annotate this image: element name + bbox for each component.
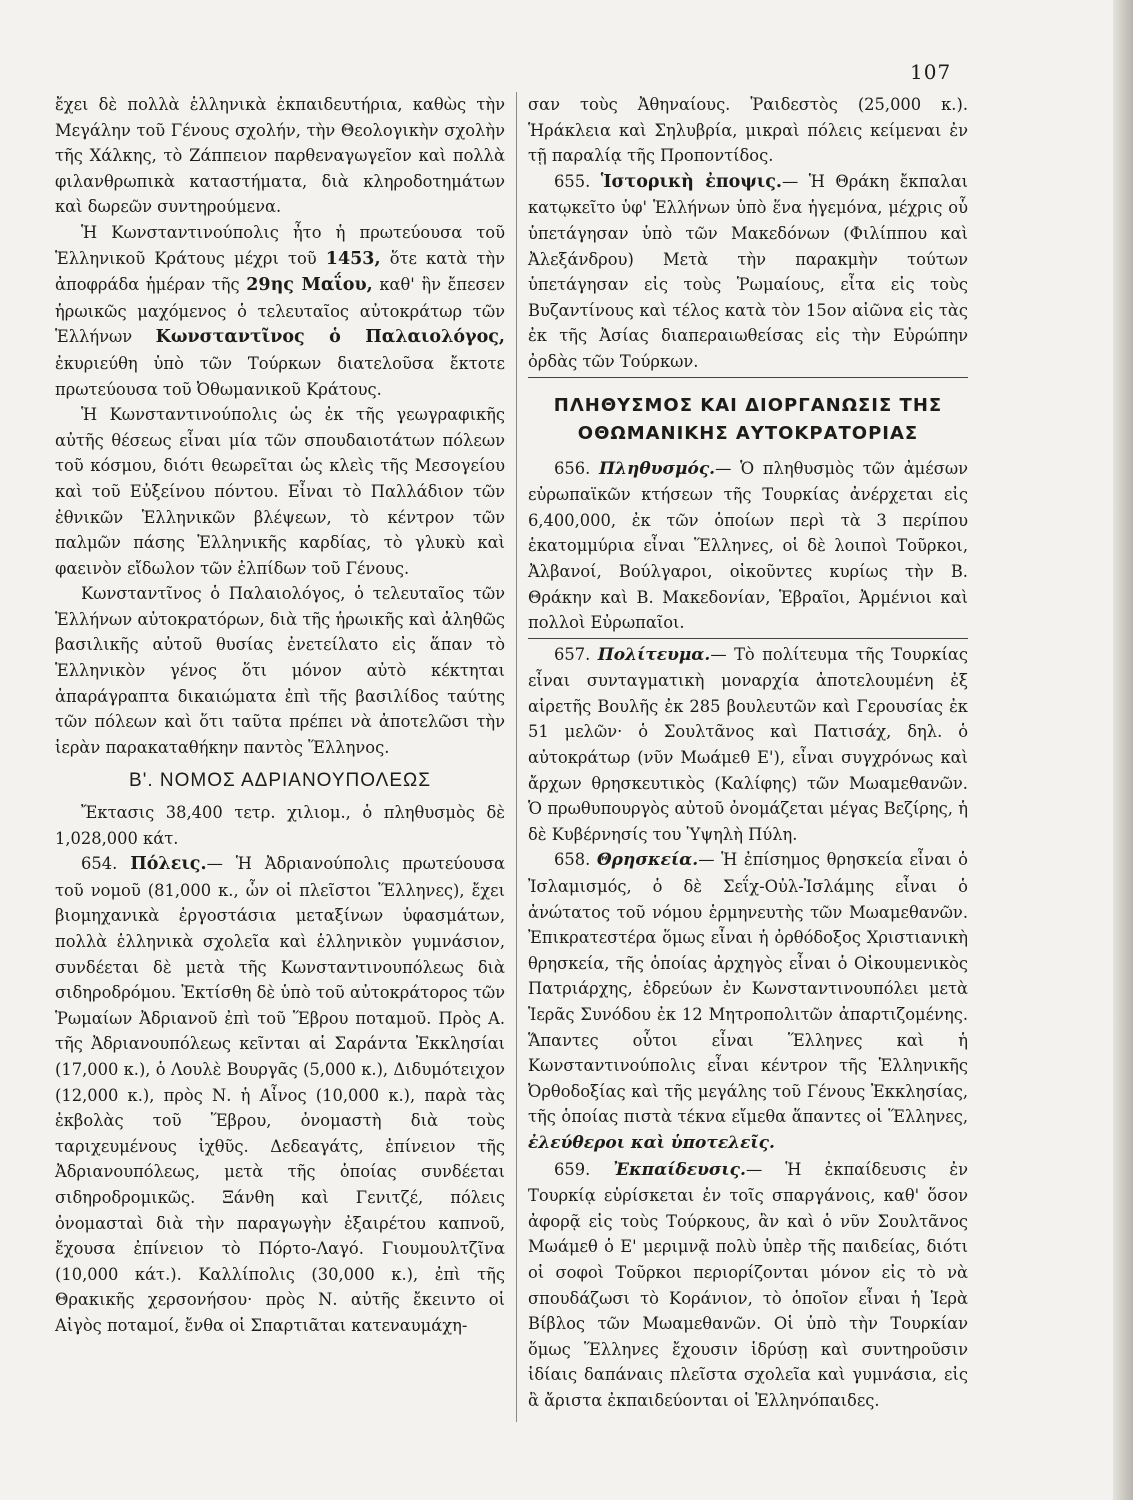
column-divider bbox=[516, 92, 517, 1422]
paragraph-number: 658. bbox=[554, 850, 591, 870]
paragraph-654 bbox=[55, 851, 505, 1338]
text: ἐκυριεύθη ὑπὸ τῶν Τούρκων διατελοῦσα ἔκτοτε πρωτεύουσα τοῦ Ὀθωμανικοῦ Κράτους. bbox=[55, 353, 505, 399]
paragraph-continuation: σαν τοὺς Ἀθηναίους. Ῥαιδεστὸς (25,000 κ.). Ἡράκλεια καὶ Σηλυβρία, μικραὶ πόλεις κείμεναι ἐν τῇ παραλίᾳ τῆς Προποντίδος. bbox=[528, 95, 968, 166]
text: ὅτε κατὰ τὴν ἀποφράδα ἡμέραν τῆς bbox=[55, 248, 505, 295]
paragraph-text: — Ἡ Ἀδριανούπολις πρωτεύουσα τοῦ νομοῦ (81,000 κ., ὧν οἱ πλεῖστοι Ἕλληνες), ἔχει βιομηχανικὰ ἐργοστάσια μεταξίνων ὑφασμάτων, πολλὰ ἑλληνικὰ σχολεῖα καὶ ἑλληνικὸν γυμνάσιον, συνδέεται δὲ μετὰ τῆς Κωνσταντινουπόλεως διὰ σιδηροδρόμου. Ἐκτίσθη δὲ ὑπὸ τοῦ αὐτοκράτορος τῶν Ῥωμαίων Ἀδριανοῦ ἐπὶ τοῦ Ἕβρου ποταμοῦ. Πρὸς Α. τῆς Ἀδριανουπόλεως κεῖνται αἱ Σαράντα Ἐκκλησίαι (17,000 κ.), ὁ Λουλὲ Βουργᾶς (5,000 κ.), Διδυμότειχον (12,000 κ.), πρὸς Ν. ἡ Αἶνος (10,000 κ.), παρὰ τὰς ἐκβολὰς τοῦ Ἕβρου, ὀνομαστὴ διὰ τοὺς ταριχευμένους ἰχθῦς. Δεδεαγάτς, ἐπίνειον τῆς Ἀδριανουπόλεως, μετὰ τῆς ὁποίας συνδέεται σιδηροδρομικῶς. Ξάνθη καὶ Γενιτζέ, πόλεις ὀνομασταὶ διὰ τὴν παραγωγὴν ἐξαιρέτου καπνοῦ, ἔχουσα ἐπίνειον τὸ Πόρτο-Λαγό. Γιουμουλτζῖνα (10,000 κάτ.). Καλλίπολις (30,000 κ.), ἐπὶ τῆς Θρακικῆς χερσονήσου· πρὸς Ν. αὐτῆς ἔκειντο οἱ Αἰγὸς ποταμοί, ἔνθα οἱ Σπαρτιᾶται κατεναυμάχη- bbox=[55, 854, 505, 1335]
paragraph-number: 656. bbox=[554, 458, 591, 478]
paragraph-text: — Ἡ ἐπίσημος θρησκεία εἶναι ὁ Ἰσλαμισμός, ὁ δὲ Σεΐχ-Οὐλ-Ἰσλάμης εἶναι ὁ ἀνώτατος τοῦ νόμου ἑρμηνευτὴς τῶν Μωαμεθανῶν. Ἐπικρατεστέρα ὅμως εἶναι ἡ ὀρθόδοξος Χριστιανικὴ θρησκεία, τῆς ὁποίας ἀρχηγὸς εἶναι ὁ Οἰκουμενικὸς Πατριάρχης, ἑδρεύων ἐν Κωνσταντινουπόλει μετὰ Ἱερᾶς Συνόδου ἐκ 12 Μητροπολιτῶν ἀπαρτιζομένης. Ἅπαντες οὗτοι εἶναι Ἕλληνες καὶ ἡ Κωνσταντινούπολις εἶναι κέντρον τῆς Ἑλληνικῆς Ὀρθοδοξίας καὶ τῆς μεγάλης τοῦ Γένους Ἐκκλησίας, τῆς ὁποίας πιστὰ τέκνα εἴμεθα ἅπαντες οἱ Ἕλληνες, bbox=[528, 850, 968, 1127]
paragraph-title: Ἱστορικὴ ἐποψις. bbox=[600, 171, 783, 192]
page-number: 107 bbox=[910, 60, 952, 84]
paragraph-text: — Ὁ πληθυσμὸς τῶν ἀμέσων εὐρωπαϊκῶν κτήσεων τῆς Τουρκίας ἀνέρχεται εἰς 6,400,000, ἐκ τῶν ὁποίων περὶ τὰ 3 περίπου ἑκατομμύρια εἶναι Ἕλληνες, οἱ δὲ λοιποὶ Τοῦρκοι, Ἀλβανοί, Βούλγαροι, οἰκοῦντες κυρίως τὴν Β. Θράκην καὶ Β. Μακεδονίαν, Ἑβραῖοι, Ἀρμένιοι καὶ πολλοὶ Εὐρωπαῖοι. bbox=[528, 458, 968, 633]
paragraph-title: Ἐκπαίδευσις. bbox=[613, 1159, 746, 1180]
paragraph-title: Θρησκεία. bbox=[596, 850, 699, 871]
page-edge bbox=[1113, 0, 1133, 1500]
paragraph-659 bbox=[528, 1157, 968, 1414]
emphasis-free-and-subject: ἐλεύθεροι καὶ ὑποτελεῖς. bbox=[528, 1132, 775, 1153]
paragraph-number: 657. bbox=[554, 644, 591, 664]
date-29-may: 29ης Μαΐου, bbox=[246, 275, 373, 296]
left-column bbox=[55, 92, 505, 1339]
paragraph-number: 655. bbox=[554, 171, 591, 191]
paragraph-655 bbox=[528, 169, 968, 375]
paragraph-geography: Ἡ Κωνσταντινούπολις ὡς ἐκ τῆς γεωγραφικῆς αὐτῆς θέσεως εἶναι μία τῶν σπουδαιοτάτων πόλεων τοῦ κόσμου, διότι θεωρεῖται ὡς κλεὶς τῆς Μεσογείου καὶ τοῦ Εὐξείνου πόντου. Εἶναι τὸ Παλλάδιον τῶν ἐθνικῶν Ἑλληνικῶν βλέψεων, τὸ κέντρον τῶν παλμῶν πάσης Ἑλληνικῆς καρδίας, τὸ γλυκὺ καὶ φαεινὸν εἴδωλον τῶν ἐλπίδων τοῦ Γένους. bbox=[55, 405, 505, 578]
paragraph-656 bbox=[528, 456, 968, 636]
paragraph-658 bbox=[528, 847, 968, 1156]
right-column bbox=[528, 92, 968, 1414]
paragraph-title: Πόλεις. bbox=[130, 854, 207, 875]
emperor-name: Κωνσταντῖνος ὁ Παλαιολόγος, bbox=[155, 327, 505, 348]
paragraph-657 bbox=[528, 642, 968, 848]
paragraph-number: 659. bbox=[554, 1159, 591, 1179]
paragraph-text: — Ἡ ἐκπαίδευσις ἐν Τουρκίᾳ εὑρίσκεται ἐν τοῖς σπαργάνοις, καθ' ὅσον ἀφορᾷ εἰς τοὺς Τούρκους, ἂν καὶ ὁ νῦν Σουλτᾶνος Μωάμεθ ὁ Ε' μεριμνᾷ πολὺ ὑπὲρ τῆς παιδείας, διότι οἱ σοφοὶ Τοῦρκοι περιορίζονται μόνον εἰς τὸ νὰ σπουδάζωσι τὸ Κοράνιον, τὸ ὁποῖον εἶναι ἡ Ἱερὰ Βίβλος τῶν Μωαμεθανῶν. Οἱ ὑπὸ τὴν Τουρκίαν ὅμως Ἕλληνες ἔχουσιν ἱδρύσῃ καὶ συντηροῦσιν ἰδίαις δαπάναις πλεῖστα σχολεῖα καὶ γυμνάσια, εἰς ἃ ἄριστα ἐκπαιδεύονται οἱ Ἑλληνόπαιδες. bbox=[528, 1159, 968, 1410]
year-1453: 1453, bbox=[325, 248, 381, 269]
paragraph-education: ἔχει δὲ πολλὰ ἑλληνικὰ ἐκπαιδευτήρια, καθὼς τὴν Μεγάλην τοῦ Γένους σχολήν, τὴν Θεολογικὴν σχολὴν τῆς Χάλκης, τὸ Ζάππειον παρθεναγωγεῖον καὶ πολλὰ φιλανθρωπικὰ καταστήματα, διὰ κληροδοτημάτων καὶ δωρεῶν συντηρούμενα. bbox=[55, 95, 505, 217]
paragraph-palaiologos: Κωνσταντῖνος ὁ Παλαιολόγος, ὁ τελευταῖος τῶν Ἑλλήνων αὐτοκρατόρων, διὰ τῆς ἡρωικῆς καὶ ἀληθῶς βασιλικῆς αὐτοῦ θυσίας ἐνετείλατο εἰς ἅπαν τὸ Ἑλληνικὸν γένος ὅτι μόνον αὐτὸ κέκτηται ἀπαράγραπτα δικαιώματα ἐπὶ τῆς βασιλίδος ταύτης τῶν πόλεων καὶ ὅτι ταῦτα πρέπει νὰ ἀποτελῶσι τὴν ἱερὰν παρακαταθήκην παντὸς Ἕλληνος. bbox=[55, 584, 505, 757]
section-heading-population: ΠΛΗΘΥΣΜΟΣ ΚΑΙ ΔΙΟΡΓΑΝΩΣΙΣ ΤΗΣ ΟΘΩΜΑΝΙΚΗΣ ΑΥΤΟΚΡΑΤΟΡΙΑΣ bbox=[553, 394, 943, 444]
paragraph-capital bbox=[55, 220, 505, 402]
paragraph-number: 654. bbox=[81, 854, 118, 874]
paragraph-rule bbox=[528, 638, 968, 639]
text: Ἡ Κωνσταντινούπολις ἦτο ἡ πρωτεύουσα τοῦ Ἑλληνικοῦ Κράτους μέχρι τοῦ bbox=[55, 222, 505, 268]
paragraph-area: Ἔκτασις 38,400 τετρ. χιλιομ., ὁ πληθυσμὸς δὲ 1,028,000 κάτ. bbox=[55, 803, 505, 848]
section-rule bbox=[528, 377, 968, 378]
paragraph-text: — Ἡ Θράκη ἔκπαλαι κατῳκεῖτο ὑφ' Ἑλλήνων ὑπὸ ἕνα ἡγεμόνα, μέχρις οὗ ὑπετάγησαν ὑπὸ τῶν Μακεδόνων (Φιλίππου καὶ Ἀλεξάνδρου) Μετὰ τὴν παρακμὴν τούτων ὑπετάγησαν εἰς τοὺς Ῥωμαίους, εἶτα εἰς τοὺς Βυζαντίνους καὶ τέλος κατὰ τὸν 15ον αἰῶνα εἰς τὰς ἐκ τῆς Ἀσίας διαπεραιωθείσας εἰς τὴν Εὐρώπην ὀρδὰς τῶν Τούρκων. bbox=[528, 171, 968, 371]
paragraph-title: Πληθυσμός. bbox=[599, 458, 716, 479]
paragraph-text: — Τὸ πολίτευμα τῆς Τουρκίας εἶναι συνταγματικὴ μοναρχία ἀποτελουμένη ἐξ αἱρετῆς Βουλῆς ἐκ 285 βουλευτῶν καὶ Γερουσίας ἐκ 51 μελῶν· ὁ Σουλτᾶνος καὶ Πατισάχ, δηλ. ὁ αὐτοκράτωρ (νῦν Μωάμεθ Ε'), εἶναι συγχρόνως καὶ ἄρχων θρησκευτικὸς (Καλίφης) τῶν Μωαμεθανῶν. Ὁ πρωθυπουργὸς αὐτοῦ ὀνομάζεται μέγας Βεζίρης, ἡ δὲ Κυβέρνησίς του Ὑψηλὴ Πύλη. bbox=[528, 644, 968, 844]
paragraph-title: Πολίτευμα. bbox=[597, 644, 711, 665]
section-heading-adrianople: Β'. ΝΟΜΟΣ ΑΔΡΙΑΝΟΥΠΟΛΕΩΣ bbox=[129, 770, 431, 792]
text: καθ' ἣν ἔπεσεν ἡρωικῶς μαχόμενος ὁ τελευταῖος αὐτοκράτωρ τῶν Ἑλλήνων bbox=[55, 275, 505, 347]
